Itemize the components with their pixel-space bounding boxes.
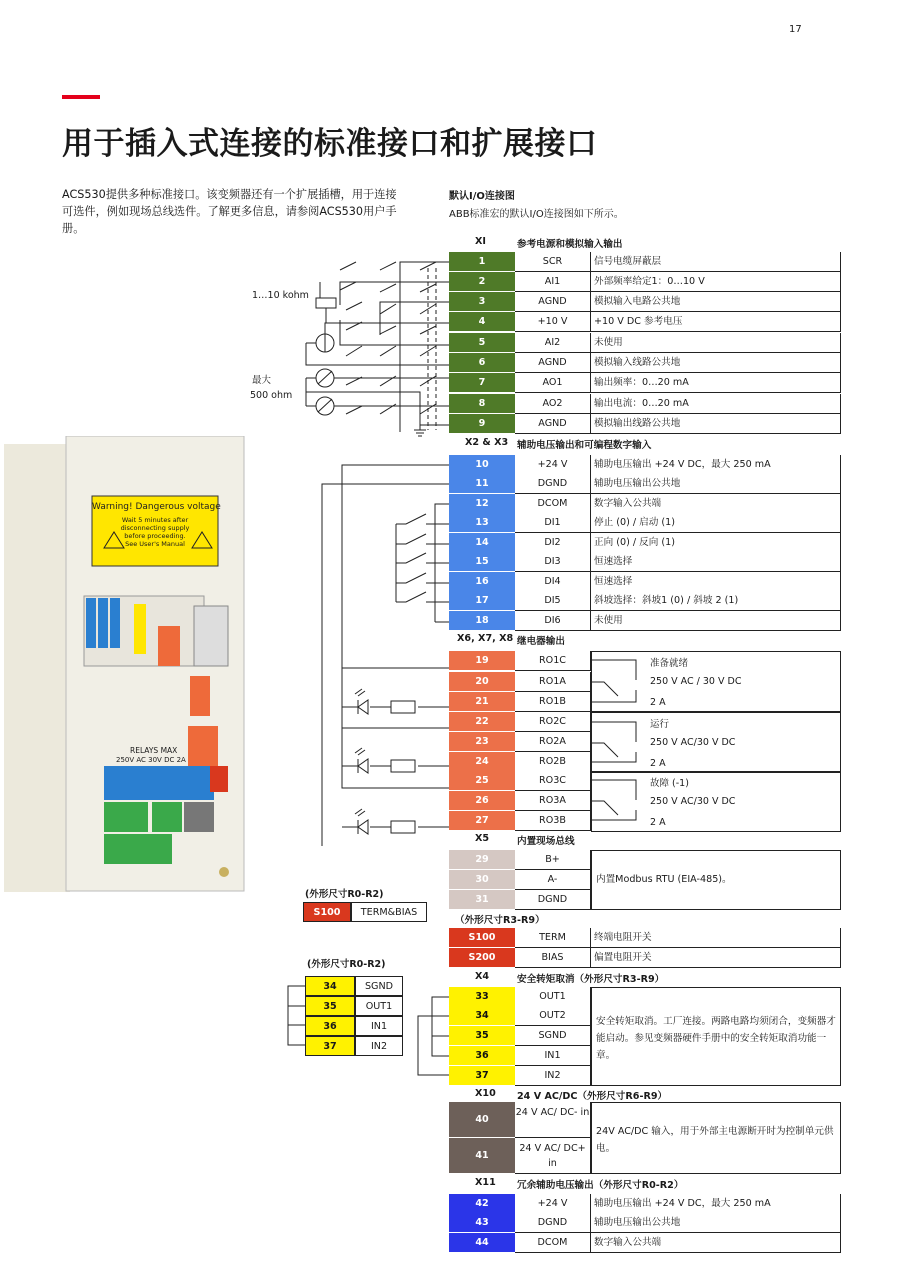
- terminal-number: S200: [449, 948, 515, 968]
- terminal-signal: SGND: [515, 1026, 591, 1046]
- terminal-signal: AGND: [515, 414, 591, 434]
- intro-text: ACS530提供多种标准接口。该变频器还有一个扩展插槽，用于连接可选件，例如现场总线选件。了解更多信息，请参阅ACS530用户手册。: [62, 188, 397, 235]
- terminal-signal: 24 V AC/ DC+ in: [515, 1138, 591, 1174]
- pot-label: 1…10 kohm: [252, 290, 309, 301]
- terminal-number: 3: [449, 292, 515, 312]
- relay-function: 运行: [650, 719, 670, 730]
- terminal-desc: 辅助电压输出 +24 V DC，最大 250 mA: [591, 455, 841, 475]
- terminal-desc: 数字输入公共端: [591, 494, 841, 514]
- terminal-signal: OUT1: [515, 987, 591, 1007]
- terminal-number: 27: [449, 811, 515, 831]
- group-title: 继电器输出: [517, 636, 565, 647]
- terminal-number: 22: [449, 712, 515, 732]
- terminal-signal: AI1: [515, 272, 591, 292]
- terminal-number: 16: [449, 572, 515, 592]
- terminal-signal: AGND: [515, 353, 591, 373]
- sto-signal: SGND: [355, 976, 403, 996]
- s100-caption: (外形尺寸R0-R2): [305, 889, 384, 900]
- terminal-desc: 模拟输出线路公共地: [591, 414, 841, 434]
- terminal-number: 44: [449, 1233, 515, 1253]
- terminal-signal: DGND: [515, 890, 591, 910]
- terminal-desc: 外部频率给定1：0…10 V: [591, 272, 841, 292]
- terminal-signal: SCR: [515, 252, 591, 272]
- terminal-signal: DI2: [515, 533, 591, 553]
- relay-current: 2 A: [650, 817, 666, 828]
- terminal-signal: DI5: [515, 591, 591, 611]
- terminal-number: 18: [449, 611, 515, 631]
- relay-function: 准备就绪: [650, 658, 689, 669]
- terminal-desc: 恒速选择: [591, 552, 841, 572]
- sto-number: 36: [305, 1016, 355, 1036]
- terminal-signal: IN1: [515, 1046, 591, 1066]
- terminal-number: S100: [449, 928, 515, 948]
- terminal-number: 6: [449, 353, 515, 373]
- terminal-signal: RO2B: [515, 752, 591, 772]
- terminal-number: 25: [449, 771, 515, 791]
- terminal-number: 12: [449, 494, 515, 514]
- terminal-number: 40: [449, 1102, 515, 1138]
- terminal-signal: RO3B: [515, 811, 591, 831]
- group-label: X2 & X3: [465, 437, 509, 448]
- terminal-number: 8: [449, 394, 515, 414]
- drive-photo: [4, 436, 248, 896]
- group-title: 内置现场总线: [517, 836, 575, 847]
- terminal-signal: +24 V: [515, 455, 591, 475]
- group-label: X10: [475, 1088, 496, 1099]
- terminal-signal: DGND: [515, 1213, 591, 1233]
- page-title: 用于插入式连接的标准接口和扩展接口: [62, 126, 598, 162]
- terminal-desc: 未使用: [591, 333, 841, 353]
- terminal-number: 35: [449, 1026, 515, 1046]
- terminal-number: 11: [449, 474, 515, 494]
- sto-signal: OUT1: [355, 996, 403, 1016]
- group-title: 辅助电压输出和可编程数字输入: [517, 440, 652, 451]
- s100-number: S100: [303, 902, 351, 922]
- terminal-number: 31: [449, 890, 515, 910]
- group-label: XI: [475, 236, 486, 247]
- relay-rating: 250 V AC/30 V DC: [650, 737, 736, 748]
- relay-rating: 250 V AC/30 V DC: [650, 796, 736, 807]
- terminal-desc: 未使用: [591, 611, 841, 631]
- terminal-signal: DGND: [515, 474, 591, 494]
- terminal-desc: 辅助电压输出公共地: [591, 474, 841, 494]
- terminal-number: 23: [449, 732, 515, 752]
- terminal-number: 15: [449, 552, 515, 572]
- terminal-number: 36: [449, 1046, 515, 1066]
- sto-caption: (外形尺寸R0-R2): [307, 959, 386, 970]
- terminal-desc: +10 V DC 参考电压: [591, 312, 841, 332]
- terminal-signal: 24 V AC/ DC- in: [515, 1102, 591, 1138]
- page-number: 17: [789, 24, 802, 35]
- terminal-signal: DI6: [515, 611, 591, 631]
- sto-number: 35: [305, 996, 355, 1016]
- terminal-signal: OUT2: [515, 1006, 591, 1026]
- terminal-desc: 恒速选择: [591, 572, 841, 592]
- s100-signal: TERM&BIAS: [351, 902, 427, 922]
- terminal-signal: B+: [515, 850, 591, 870]
- terminal-desc: 斜坡选择：斜坡1 (0) / 斜坡 2 (1): [591, 591, 841, 611]
- modbus-desc: 内置Modbus RTU (EIA-485)。: [591, 850, 841, 910]
- terminal-signal: BIAS: [515, 948, 591, 968]
- terminal-number: 30: [449, 870, 515, 890]
- terminal-signal: RO3A: [515, 791, 591, 811]
- relay-current: 2 A: [650, 758, 666, 769]
- terminal-signal: RO1B: [515, 692, 591, 712]
- terminal-number: 10: [449, 455, 515, 475]
- x10-desc: 24V AC/DC 输入，用于外部主电源断开时为控制单元供电。: [591, 1102, 841, 1174]
- terminal-number: 33: [449, 987, 515, 1007]
- terminal-number: 21: [449, 692, 515, 712]
- terminal-desc: 输出频率：0…20 mA: [591, 373, 841, 393]
- terminal-signal: AGND: [515, 292, 591, 312]
- terminal-signal: AI2: [515, 333, 591, 353]
- terminal-desc: 停止 (0) / 启动 (1): [591, 513, 841, 533]
- terminal-number: 34: [449, 1006, 515, 1026]
- terminal-signal: DI1: [515, 513, 591, 533]
- terminal-desc: 偏置电阻开关: [591, 948, 841, 968]
- terminal-desc: 模拟输入电路公共地: [591, 292, 841, 312]
- group-title: 安全转矩取消（外形尺寸R3-R9）: [517, 974, 665, 985]
- terminal-desc: 辅助电压输出公共地: [591, 1213, 841, 1233]
- terminal-number: 9: [449, 414, 515, 434]
- terminal-desc: 输出电流：0…20 mA: [591, 394, 841, 414]
- sto-signal: IN2: [355, 1036, 403, 1056]
- section-title: 默认I/O连接图: [449, 191, 515, 202]
- terminal-number: 29: [449, 850, 515, 870]
- terminal-signal: RO2A: [515, 732, 591, 752]
- terminal-number: 2: [449, 272, 515, 292]
- terminal-number: 43: [449, 1213, 515, 1233]
- group-label: X11: [475, 1177, 496, 1188]
- relay-current: 2 A: [650, 697, 666, 708]
- terminal-number: 14: [449, 533, 515, 553]
- terminal-number: 19: [449, 651, 515, 671]
- terminal-number: 42: [449, 1194, 515, 1214]
- terminal-signal: DCOM: [515, 1233, 591, 1253]
- terminal-number: 41: [449, 1138, 515, 1174]
- terminal-desc: 终端电阻开关: [591, 928, 841, 948]
- group-label: X6, X7, X8: [457, 633, 514, 644]
- relay-function: 故障 (-1): [650, 778, 689, 789]
- terminal-number: 7: [449, 373, 515, 393]
- relay-rating: 250 V AC / 30 V DC: [650, 676, 742, 687]
- terminal-signal: AO2: [515, 394, 591, 414]
- terminal-desc: 正向 (0) / 反向 (1): [591, 533, 841, 553]
- terminal-signal: RO3C: [515, 771, 591, 791]
- terminal-number: 26: [449, 791, 515, 811]
- terminal-signal: RO2C: [515, 712, 591, 732]
- terminal-desc: 数字输入公共端: [591, 1233, 841, 1253]
- terminal-signal: +24 V: [515, 1194, 591, 1214]
- terminal-signal: A-: [515, 870, 591, 890]
- sto-number: 34: [305, 976, 355, 996]
- terminal-number: 17: [449, 591, 515, 611]
- max-label: 最大: [252, 375, 272, 386]
- terminal-signal: IN2: [515, 1066, 591, 1086]
- terminal-number: 4: [449, 312, 515, 332]
- terminal-signal: DI3: [515, 552, 591, 572]
- warning-title: Warning! Dangerous voltage: [92, 502, 221, 512]
- section-desc: ABB标准宏的默认I/O连接图如下所示。: [449, 209, 624, 220]
- terminal-number: 5: [449, 333, 515, 353]
- warning-text: Wait 5 minutes after disconnecting supply before proceeding. See User's Manual: [120, 516, 190, 548]
- relays-rating: 250V AC 30V DC 2A: [116, 756, 186, 764]
- terminal-desc: 辅助电压输出 +24 V DC，最大 250 mA: [591, 1194, 841, 1214]
- sto-number: 37: [305, 1036, 355, 1056]
- sto-signal: IN1: [355, 1016, 403, 1036]
- terminal-number: 24: [449, 752, 515, 772]
- terminal-number: 1: [449, 252, 515, 272]
- sto-desc: 安全转矩取消。工厂连接。两路电路均须闭合，变频器才能启动。参见变频器硬件手册中的安全转矩取消功能一章。: [591, 987, 841, 1086]
- terminal-number: 37: [449, 1066, 515, 1086]
- terminal-signal: DI4: [515, 572, 591, 592]
- group-title: 冗余辅助电压输出（外形尺寸R0-R2）: [517, 1180, 684, 1191]
- terminal-number: 20: [449, 672, 515, 692]
- ohm-label: 500 ohm: [250, 390, 293, 401]
- group-title: （外形尺寸R3-R9）: [455, 915, 545, 926]
- group-label: X4: [475, 971, 490, 982]
- group-title: 参考电源和模拟输入输出: [517, 239, 623, 250]
- group-title: 24 V AC/DC（外形尺寸R6-R9）: [517, 1091, 668, 1102]
- terminal-number: 13: [449, 513, 515, 533]
- terminal-signal: AO1: [515, 373, 591, 393]
- terminal-signal: DCOM: [515, 494, 591, 514]
- terminal-signal: TERM: [515, 928, 591, 948]
- group-label: X5: [475, 833, 490, 844]
- terminal-signal: +10 V: [515, 312, 591, 332]
- terminal-desc: 模拟输入线路公共地: [591, 353, 841, 373]
- terminal-signal: RO1A: [515, 672, 591, 692]
- terminal-desc: 信号电缆屏蔽层: [591, 252, 841, 272]
- relays-label: RELAYS MAX: [130, 746, 178, 755]
- terminal-signal: RO1C: [515, 651, 591, 671]
